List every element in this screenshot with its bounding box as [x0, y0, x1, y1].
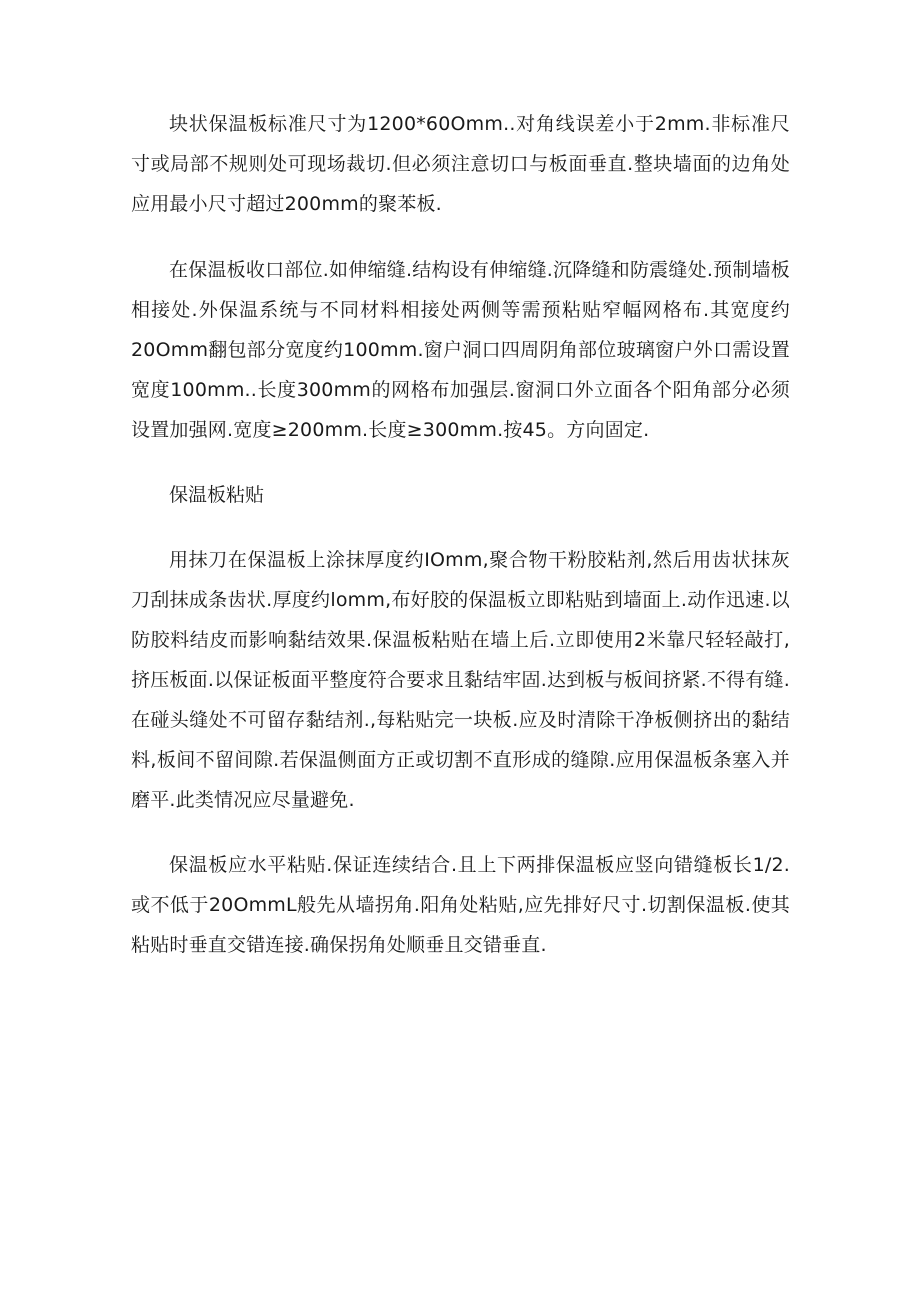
paragraph-mesh-reinforcement: 在保温板收口部位.如伸缩缝.结构设有伸缩缝.沉降缝和防震缝处.预制墙板相接处.外保温系统与不同材料相接处两侧等需预粘贴窄幅网格布.其宽度约20Omm翻包部分宽度约100mm.窗户洞口四周阴角部位玻璃窗户外口需设置宽度100mm..长度300mm的网格布加强层.窗洞口外立面各个阳角部分必须设置加强网.宽度≥200mm.长度≥300mm.按45。方向固定.: [131, 259, 790, 441]
paragraph-board-size: 块状保温板标准尺寸为1200*60Omm..对角线误差小于2mm.非标准尺寸或局部不规则处可现场裁切.但必须注意切口与板面垂直.整块墙面的边角处应用最小尺寸超过200mm的聚苯板.: [131, 113, 790, 215]
paragraph-adhesive-application: 用抹刀在保温板上涂抹厚度约IOmm,聚合物干粉胶粘剂,然后用齿状抹灰刀刮抹成条齿状.厚度约lomm,布好胶的保温板立即粘贴到墙面上.动作迅速.以防胶料结皮而影响黏结效果.保温板粘贴在墙上后.立即使用2米靠尺轻轻敲打,挤压板面.以保证板面平整度符合要求且黏结牢固.达到板与板间挤紧.不得有缝.在碰头缝处不可留存黏结剂.,每粘贴完一块板.应及时清除干净板侧挤出的黏结料,板间不留间隙.若保温侧面方正或切割不直形成的缝隙.应用保温板条塞入并磨平.此类情况应尽量避免.: [131, 549, 790, 811]
paragraph-horizontal-bonding: 保温板应水平粘贴.保证连续结合.且上下两排保温板应竖向错缝板长1/2.或不低于20OmmL般先从墙拐角.阳角处粘贴,应先排好尺寸.切割保温板.使其粘贴时垂直交错连接.确保拐角处顺垂且交错垂直.: [131, 854, 790, 956]
section-heading: 保温板粘贴: [169, 484, 265, 506]
